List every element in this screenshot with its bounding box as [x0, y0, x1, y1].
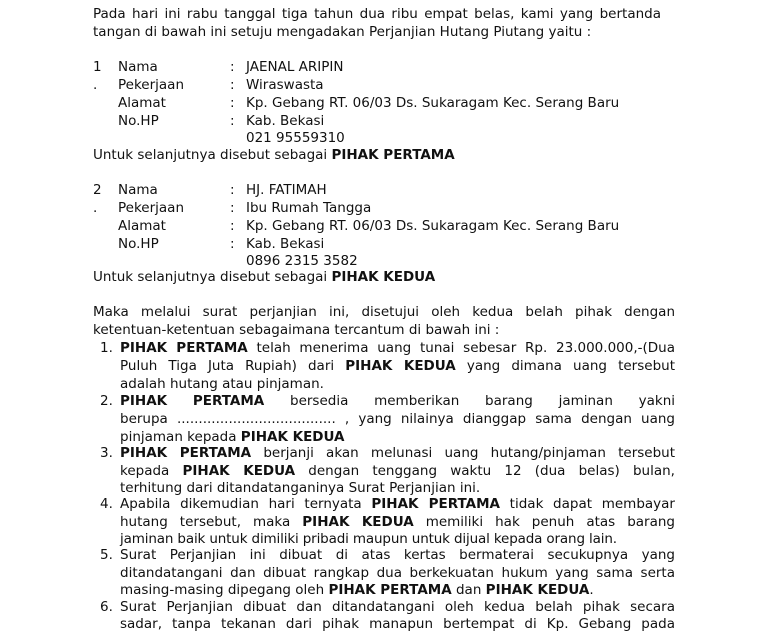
party2-colon-3: :: [230, 218, 235, 234]
party1-colon-1: :: [230, 59, 235, 75]
clause-3-text: kepada: [120, 463, 183, 479]
party1-address-label: Alamat: [118, 95, 166, 111]
party1-name-value: JAENAL ARIPIN: [246, 59, 344, 75]
clause-3-line-1: [120, 444, 675, 462]
clause-2-word: barang: [485, 393, 533, 409]
body-intro-line-1: Maka melalui surat perjanjian ini, disetujui oleh kedua belah pihak dengan: [93, 304, 675, 320]
clause-4-bold: PIHAK KEDUA: [302, 514, 414, 530]
clause-5-text: .: [589, 582, 594, 598]
clause-6-line-2: sadar, tanpa tekanan dari pihak manapun bertempat di Kp. Gebang pada: [120, 616, 675, 632]
clause-3-number: 3.: [100, 445, 113, 461]
clause-2-line-2: berupa ..................................... , yang nilainya dianggap sama dengan uang: [120, 411, 675, 427]
party1-city-value: Kab. Bekasi: [246, 113, 325, 129]
intro-line-1: Pada hari ini rabu tanggal tiga tahun dua ribu empat belas, kami yang bertanda: [93, 6, 661, 22]
intro-line-2: tangan di bawah ini setuju mengadakan Perjanjian Hutang Piutang yaitu :: [93, 24, 592, 40]
clause-4-bold: PIHAK PERTAMA: [371, 496, 500, 512]
clause-3-line-3: terhitung dari ditandatanganinya Surat Perjanjian ini.: [120, 480, 481, 496]
party1-colon-4: :: [230, 113, 235, 129]
clause-3-bold: PIHAK PERTAMA: [120, 445, 252, 461]
clause-2-word: memberikan: [374, 393, 460, 409]
party2-colon-1: :: [230, 182, 235, 198]
clause-4-text: memiliki hak penuh atas barang: [413, 514, 675, 530]
clause-5-bold: PIHAK PERTAMA: [328, 582, 452, 598]
party2-name-label: Nama: [118, 182, 158, 198]
party1-phone-value: 021 95559310: [246, 130, 345, 146]
party2-job-label: Pekerjaan: [118, 200, 185, 216]
party2-colon-2: :: [230, 200, 235, 216]
party1-name-label: Nama: [118, 59, 158, 75]
party1-closing-text: Untuk selanjutnya disebut sebagai: [93, 147, 332, 163]
party1-closing-bold: PIHAK PERTAMA: [331, 147, 455, 163]
clause-4-line-1: [120, 495, 675, 513]
party2-city-value: Kab. Bekasi: [246, 236, 325, 252]
clause-5-line-3: [120, 581, 594, 599]
clause-2-text: pinjaman kepada: [120, 429, 241, 445]
clause-2-line-1: [120, 392, 675, 410]
clause-4-text: hutang tersebut, maka: [120, 514, 303, 530]
party2-job-value: Ibu Rumah Tangga: [246, 200, 372, 216]
party1-job-value: Wiraswasta: [246, 77, 324, 93]
clause-5-text: dan: [451, 582, 486, 598]
clause-2-bold: PIHAK KEDUA: [240, 429, 345, 445]
clause-2-number: 2.: [100, 393, 113, 409]
party1-phone-label: No.HP: [118, 113, 159, 129]
clause-4-number: 4.: [100, 496, 113, 512]
clause-1-bold: PIHAK PERTAMA: [120, 340, 248, 356]
party2-name-value: HJ. FATIMAH: [246, 182, 327, 198]
party2-colon-4: :: [230, 236, 235, 252]
clause-2-word: yakni: [638, 393, 675, 409]
clause-6-line-1: Surat Perjanjian dibuat dan ditandatangani oleh kedua belah pihak secara: [120, 599, 675, 615]
clause-2-word: jaminan: [558, 393, 613, 409]
clause-4-line-2: [120, 513, 675, 531]
clause-1-text: yang dimana uang tersebut: [455, 358, 675, 374]
party2-closing-text: Untuk selanjutnya disebut sebagai: [93, 269, 332, 285]
clause-5-line-2: ditandatangani dan dibuat rangkap dua berkekuatan hukum yang sama serta: [120, 565, 675, 581]
clause-3-text: dengan tenggang waktu 12 (dua belas) bulan,: [295, 463, 675, 479]
party2-closing-bold: PIHAK KEDUA: [331, 269, 436, 285]
clause-5-text: masing-masing dipegang oleh: [120, 582, 329, 598]
clause-1-number: 1.: [100, 340, 113, 356]
party1-number: 1: [93, 59, 102, 75]
party2-phone-label: No.HP: [118, 236, 159, 252]
clause-1-line-3: adalah hutang atau pinjaman.: [120, 376, 324, 392]
party2-address-value: Kp. Gebang RT. 06/03 Ds. Sukaragam Kec. Serang Baru: [246, 218, 620, 234]
clause-4-text: Apabila dikemudian hari ternyata: [120, 496, 372, 512]
party1-closing: [93, 146, 455, 164]
clause-1-text: Puluh Tiga Juta Rupiah) dari: [120, 358, 346, 374]
body-intro-line-2: ketentuan-ketentuan sebagaimana tercantum di bawah ini :: [93, 322, 500, 338]
clause-2-word: bersedia: [290, 393, 349, 409]
party2-number: 2: [93, 182, 102, 198]
clause-1-bold: PIHAK KEDUA: [345, 358, 456, 374]
party1-address-value: Kp. Gebang RT. 06/03 Ds. Sukaragam Kec. Serang Baru: [246, 95, 620, 111]
clause-5-bold: PIHAK KEDUA: [485, 582, 590, 598]
party1-colon-3: :: [230, 95, 235, 111]
clause-1-line-1: [120, 339, 675, 357]
party1-number-dot: .: [93, 77, 98, 93]
clause-5-number: 5.: [100, 547, 113, 563]
clause-2-bold: PIHAK: [120, 393, 168, 409]
clause-4-text: tidak dapat membayar: [500, 496, 675, 512]
clause-1-text: telah menerima uang tunai sebesar Rp. 23.000.000,-(Dua: [247, 340, 675, 356]
clause-6-number: 6.: [100, 599, 113, 615]
party1-job-label: Pekerjaan: [118, 77, 185, 93]
clause-5-line-1: Surat Perjanjian ini dibuat di atas kertas bermaterai secukupnya yang: [120, 547, 675, 563]
clause-4-line-3: jaminan baik untuk dimiliki pribadi maupun untuk dijual kepada orang lain.: [120, 531, 617, 547]
party2-address-label: Alamat: [118, 218, 166, 234]
clause-1-line-2: [120, 357, 675, 375]
clause-3-line-2: [120, 462, 675, 480]
clause-3-bold: PIHAK KEDUA: [182, 463, 296, 479]
party2-phone-value: 0896 2315 3582: [246, 253, 358, 269]
party2-number-dot: .: [93, 200, 98, 216]
party1-colon-2: :: [230, 77, 235, 93]
clause-2-bold: PERTAMA: [192, 393, 265, 409]
party2-closing: [93, 268, 435, 286]
clause-3-text: berjanji akan melunasi uang hutang/pinjaman tersebut: [251, 445, 675, 461]
